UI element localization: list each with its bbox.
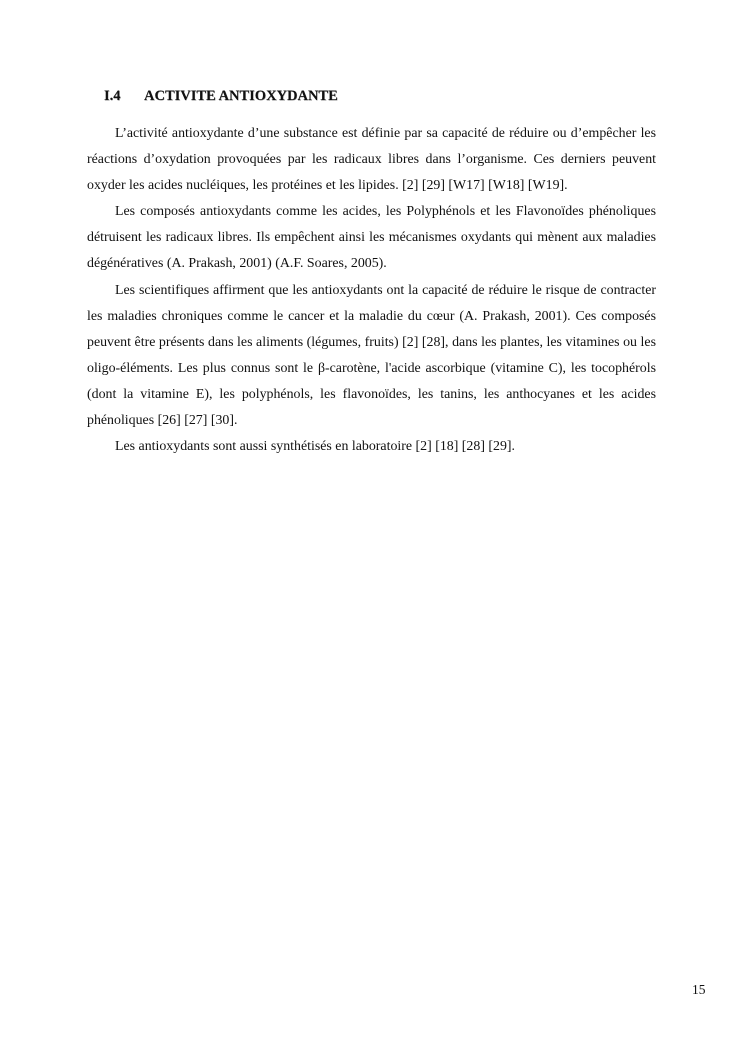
page-number: 15 [692,982,706,997]
paragraph: L’activité antioxydante d’une substance est définie par sa capacité de réduire ou d’empêcher les réactions d’oxydation provoquées par les radicaux libres dans l’organisme. Ces derniers peuvent oxyder les acides nucléiques, les protéines et les lipides. [2] [29] [W17] [W18] [W19]. [87,126,656,194]
section-heading [104,88,338,105]
paragraph: Les scientifiques affirment que les antioxydants ont la capacité de réduire le risque de contracter les maladies chroniques comme le cancer et la maladie du cœur (A. Prakash, 2001). Ces composés peuvent être présents dans les aliments (légumes, fruits) [2] [28], dans les plantes, les vitamines ou les oligo-éléments. Les plus connus sont le β-carotène, l'acide ascorbique (vitamine C), les tocophérols (dont la vitamine E), les polyphénols, les flavonoïdes, les tanins, les anthocyanes et les acides phénoliques [26] [27] [30]. [87,282,656,429]
section-title: ACTIVITE ANTIOXYDANTE [144,88,338,104]
paragraph: Les antioxydants sont aussi synthétisés en laboratoire [2] [18] [28] [29]. [115,439,516,455]
section-number: I.4 [104,88,121,104]
body-text [87,121,656,460]
paragraph: Les composés antioxydants comme les acides, les Polyphénols et les Flavonoïdes phénoliques détruisent les radicaux libres. Ils empêchent ainsi les mécanismes oxydants qui mènent aux maladies dégénératives (A. Prakash, 2001) (A.F. Soares, 2005). [87,204,656,272]
